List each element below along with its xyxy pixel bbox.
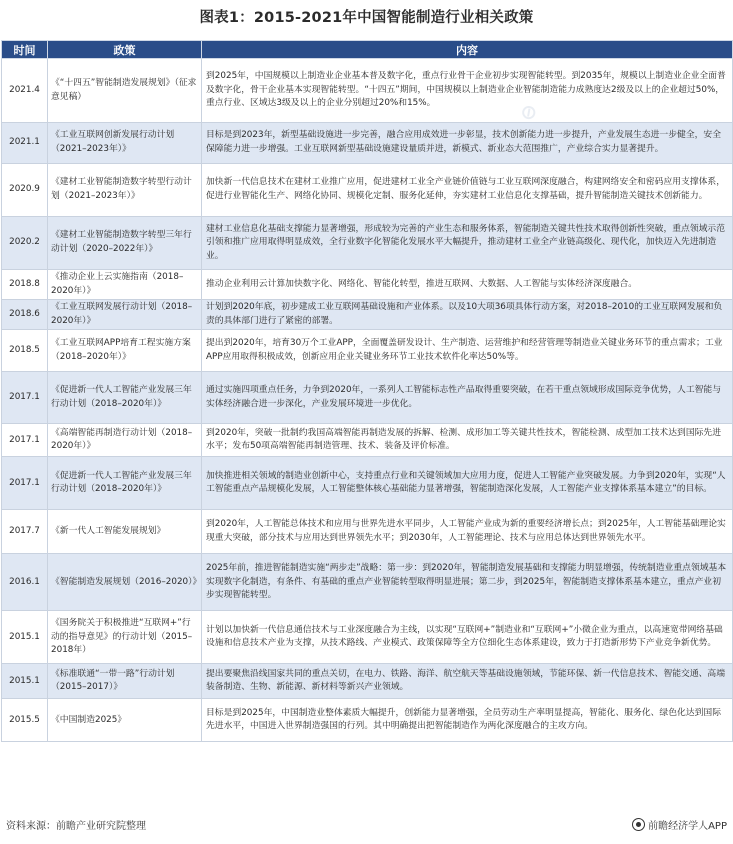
header-policy: 政策 — [48, 41, 202, 59]
cell-policy: 《建材工业智能制造数字转型行动计划（2021–2023年）》 — [48, 164, 202, 217]
table-row — [2, 457, 733, 510]
table-row — [2, 300, 733, 330]
table-header-row — [2, 41, 733, 59]
header-content: 内容 — [202, 41, 733, 59]
cell-time: 2021.4 — [2, 59, 48, 123]
cell-content: 推动企业利用云计算加快数字化、网络化、智能化转型，推进互联网、大数据、人工智能与实体经济深度融合。 — [202, 270, 733, 300]
brand-mark — [632, 817, 727, 832]
watermark: ⊘ — [514, 97, 543, 127]
cell-time: 2018.8 — [2, 270, 48, 300]
cell-content: 提出要聚焦沿线国家共同的重点关切，在电力、铁路、海洋、航空航天等基础设施领域，节能环保、新一代信息技术、智能交通、高端装备制造、生物、新能源、新材料等新兴产业领域。 — [202, 664, 733, 699]
cell-policy: 《智能制造发展规划（2016–2020）》 — [48, 554, 202, 611]
cell-time: 2016.1 — [2, 554, 48, 611]
source-note: 资料来源：前瞻产业研究院整理 — [6, 821, 146, 832]
cell-time: 2015.1 — [2, 611, 48, 664]
cell-content: 到2025年，中国规模以上制造业企业基本普及数字化，重点行业骨干企业初步实现智能转型。到2035年，规模以上制造业企业全面普及数字化，骨干企业基本实现智能转型。“十四五”期间，中国规模以上制造业企业智能制造能力成熟度达2级及以上的企业超过50%，重点行业、区域达3级及以上的企业分别超过20%和15%。 — [202, 59, 733, 123]
cell-time: 2018.6 — [2, 300, 48, 330]
cell-time: 2017.1 — [2, 457, 48, 510]
table-row — [2, 372, 733, 424]
cell-policy: 《促进新一代人工智能产业发展三年行动计划（2018–2020年）》 — [48, 372, 202, 424]
cell-content: 目标是到2023年，新型基础设施进一步完善，融合应用成效进一步彰显，技术创新能力进一步提升，产业发展生态进一步健全，安全保障能力进一步增强。工业互联网新型基础设施建设量质并进，新模式、新业态大范围推广，产业综合实力显著提升。 — [202, 123, 733, 164]
table-row — [2, 59, 733, 123]
cell-time: 2017.1 — [2, 424, 48, 457]
cell-policy: 《促进新一代人工智能产业发展三年行动计划（2018–2020年）》 — [48, 457, 202, 510]
table-row — [2, 554, 733, 611]
brand-name: 前瞻经济学人APP — [648, 821, 727, 832]
cell-content: 建材工业信息化基础支撑能力显著增强，形成较为完善的产业生态和服务体系，智能制造关键共性技术取得创新性突破，重点领域示范引领和推广应用取得明显成效，全行业数字化智能化发展水平大幅提升，推动建材工业全产业链高级化、现代化，加快迈入先进制造业。 — [202, 217, 733, 270]
cell-content: 到2020年，突破一批制约我国高端智能再制造发展的拆解、检测、成形加工等关键共性技术，智能检测、成型加工技术达到国际先进水平；发布50项高端智能再制造管理、技术、装备及评价标准。 — [202, 424, 733, 457]
cell-time: 2017.1 — [2, 372, 48, 424]
cell-content: 2025年前，推进智能制造实施“两步走”战略：第一步：到2020年，智能制造发展基础和支撑能力明显增强，传统制造业重点领域基本实现数字化制造，有条件、有基础的重点产业智能转型取得明显进展；第二步，到2025年，智能制造支撑体系基本建立，重点产业初步实现智能转型。 — [202, 554, 733, 611]
table-row — [2, 510, 733, 554]
cell-policy: 《高端智能再制造行动计划（2018–2020年）》 — [48, 424, 202, 457]
cell-policy: 《国务院关于积极推进“互联网+”行动的指导意见》的行动计划（2015–2018年） — [48, 611, 202, 664]
table-row — [2, 217, 733, 270]
cell-policy: 《标准联通“一带一路”行动计划（2015–2017）》 — [48, 664, 202, 699]
cell-content: 通过实施四项重点任务，力争到2020年，一系列人工智能标志性产品取得重要突破，在若干重点领域形成国际竞争优势，人工智能与实体经济融合进一步深化，产业发展环境进一步优化。 — [202, 372, 733, 424]
cell-time: 2021.1 — [2, 123, 48, 164]
table-row — [2, 699, 733, 742]
cell-content: 加快推进相关领域的制造业创新中心，支持重点行业和关键领域加大应用力度，促进人工智能产业突破发展。力争到2020年，实现“人工智能重点产品规模化发展，人工智能整体核心基础能力显著增强，智能制造深化发展，人工智能产业支撑体系基本建立”的目标。 — [202, 457, 733, 510]
cell-content: 计划到2020年底，初步建成工业互联网基础设施和产业体系。以及10大项36项具体行动方案，对2018–2010的工业互联网发展和负责的具体部门进行了紧密的部署。 — [202, 300, 733, 330]
cell-time: 2018.5 — [2, 330, 48, 372]
brand-logo-icon — [632, 818, 645, 831]
cell-policy: 《新一代人工智能发展规划》 — [48, 510, 202, 554]
policy-table — [1, 40, 733, 742]
cell-content: 目标是到2025年，中国制造业整体素质大幅提升，创新能力显著增强，全员劳动生产率明显提高，智能化、服务化、绿色化达到国际先进水平，中国进入世界制造强国的行列。其中明确提出把智能制造作为两化深度融合的主攻方向。 — [202, 699, 733, 742]
table-row — [2, 123, 733, 164]
table-row — [2, 664, 733, 699]
header-time: 时间 — [2, 41, 48, 59]
cell-time: 2020.2 — [2, 217, 48, 270]
cell-time: 2020.9 — [2, 164, 48, 217]
table-row — [2, 270, 733, 300]
table-body — [2, 59, 733, 742]
cell-content: 提出到2020年，培育30万个工业APP，全面覆盖研发设计、生产制造、运营维护和经营管理等制造业关键业务环节的重点需求；工业APP应用取得积极成效，创新应用企业关键业务环节工业技术软件化率达50%等。 — [202, 330, 733, 372]
chart-title: 图表1：2015-2021年中国智能制造行业相关政策 — [199, 10, 534, 26]
cell-content: 计划以加快新一代信息通信技术与工业深度融合为主线，以实现“互联网+”制造业和“互联网+”小微企业为重点，以高速宽带网络基础设施和信息技术产业为支撑，从技术路线、产业模式、政策保障等全方位细化生态体系建设，致力于打造新形势下产业竞争新优势。 — [202, 611, 733, 664]
cell-policy: 《工业互联网发展行动计划（2018–2020年）》 — [48, 300, 202, 330]
cell-policy: 《工业互联网创新发展行动计划（2021–2023年）》 — [48, 123, 202, 164]
cell-content: 加快新一代信息技术在建材工业推广应用，促进建材工业全产业链价值链与工业互联网深度融合，构建网络安全和密码应用支撑体系，促进行业智能化生产、网络化协同、规模化定制、服务化延伸，夯实建材工业信息化支撑基础，提升智能制造关键技术创新能力。 — [202, 164, 733, 217]
cell-time: 2015.5 — [2, 699, 48, 742]
cell-content: 到2020年，人工智能总体技术和应用与世界先进水平同步，人工智能产业成为新的重要经济增长点；到2025年，人工智能基础理论实现重大突破，部分技术与应用达到世界领先水平；到2030年，人工智能理论、技术与应用总体达到世界领先水平。 — [202, 510, 733, 554]
table-row — [2, 424, 733, 457]
table-row — [2, 164, 733, 217]
cell-policy: 《中国制造2025》 — [48, 699, 202, 742]
cell-policy: 《“十四五”智能制造发展规划》（征求意见稿） — [48, 59, 202, 123]
cell-time: 2017.7 — [2, 510, 48, 554]
cell-policy: 《推动企业上云实施指南（2018–2020年）》 — [48, 270, 202, 300]
cell-time: 2015.1 — [2, 664, 48, 699]
cell-policy: 《建材工业智能制造数字转型三年行动计划（2020–2022年）》 — [48, 217, 202, 270]
cell-policy: 《工业互联网APP培育工程实施方案（2018–2020年）》 — [48, 330, 202, 372]
table-row — [2, 611, 733, 664]
table-row — [2, 330, 733, 372]
